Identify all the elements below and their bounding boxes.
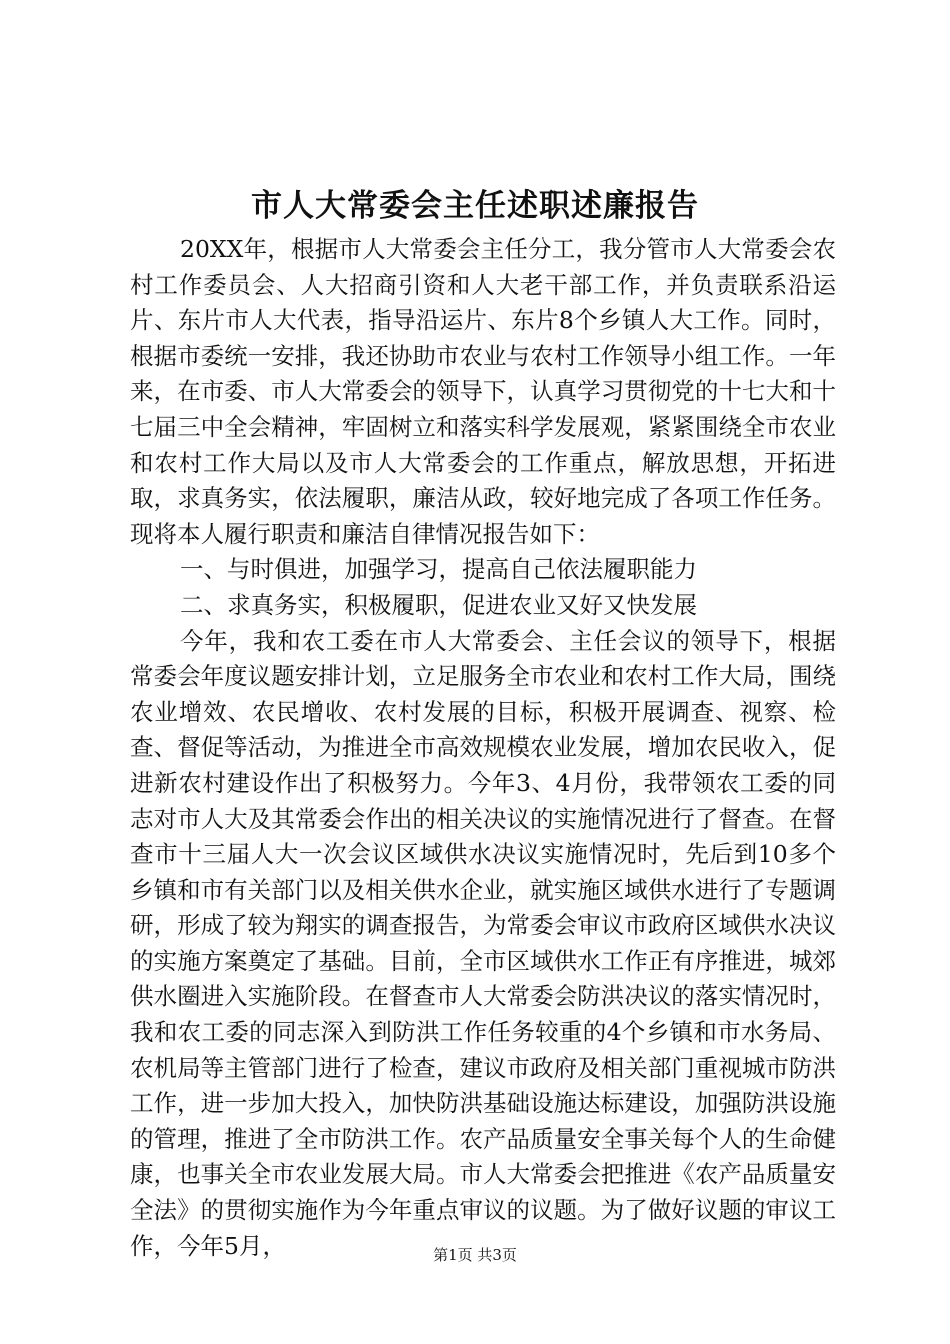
paragraph-intro: 20XX年，根据市人大常委会主任分工，我分管市人大常委会农村工作委员会、人大招商引资和人大老干部工作，并负责联系沿运片、东片市人大代表，指导沿运片、东片8个乡镇人大工作。同时，根据市委统一安排，我还协助市农业与农村工作领导小组工作。一年来，在市委、市人大常委会的领导下，认真学习贯彻党的十七大和十七届三中全会精神，牢固树立和落实科学发展观，紧紧围绕全市农业和农村工作大局以及市人大常委会的工作重点，解放思想，开拓进取，求真务实，依法履职，廉洁从政，较好地完成了各项工作任务。现将本人履行职责和廉洁自律情况报告如下： — [130, 235, 836, 548]
paragraph-body: 今年，我和农工委在市人大常委会、主任会议的领导下，根据常委会年度议题安排计划，立足服务全市农业和农村工作大局，围绕农业增效、农民增收、农村发展的目标，积极开展调查、视察、检查、督促等活动，为推进全市高效规模农业发展，增加农民收入，促进新农村建设作出了积极努力。今年3、4月份，我带领农工委的同志对市人大及其常委会作出的相关决议的实施情况进行了督查。在督查市十三届人大一次会议区域供水决议实施情况时，先后到10多个乡镇和市有关部门以及相关供水企业，就实施区域供水进行了专题调研，形成了较为翔实的调查报告，为常委会审议市政府区域供水决议的实施方案奠定了基础。目前，全市区域供水工作正有序推进，城郊供水圈进入实施阶段。在督查市人大常委会防洪决议的落实情况时，我和农工委的同志深入到防洪工作任务较重的4个乡镇和市水务局、农机局等主管部门进行了检查，建议市政府及相关部门重视城市防洪工作，进一步加大投入，加快防洪基础设施达标建设，加强防洪设施的管理，推进了全市防洪工作。农产品质量安全事关每个人的生命健康，也事关全市农业发展大局。市人大常委会把推进《农产品质量安全法》的贯彻实施作为今年重点审议的议题。为了做好议题的审议工作，今年5月， — [130, 626, 836, 1260]
section-heading-2: 二、求真务实，积极履职，促进农业又好又快发展 — [180, 590, 697, 619]
document-body — [130, 232, 836, 1264]
document-title: 市人大常委会主任述职述廉报告 — [251, 188, 699, 224]
page-number-footer: 第1页 共3页 — [433, 1246, 517, 1264]
section-heading-1: 一、与时俱进，加强学习，提高自己依法履职能力 — [180, 555, 697, 584]
